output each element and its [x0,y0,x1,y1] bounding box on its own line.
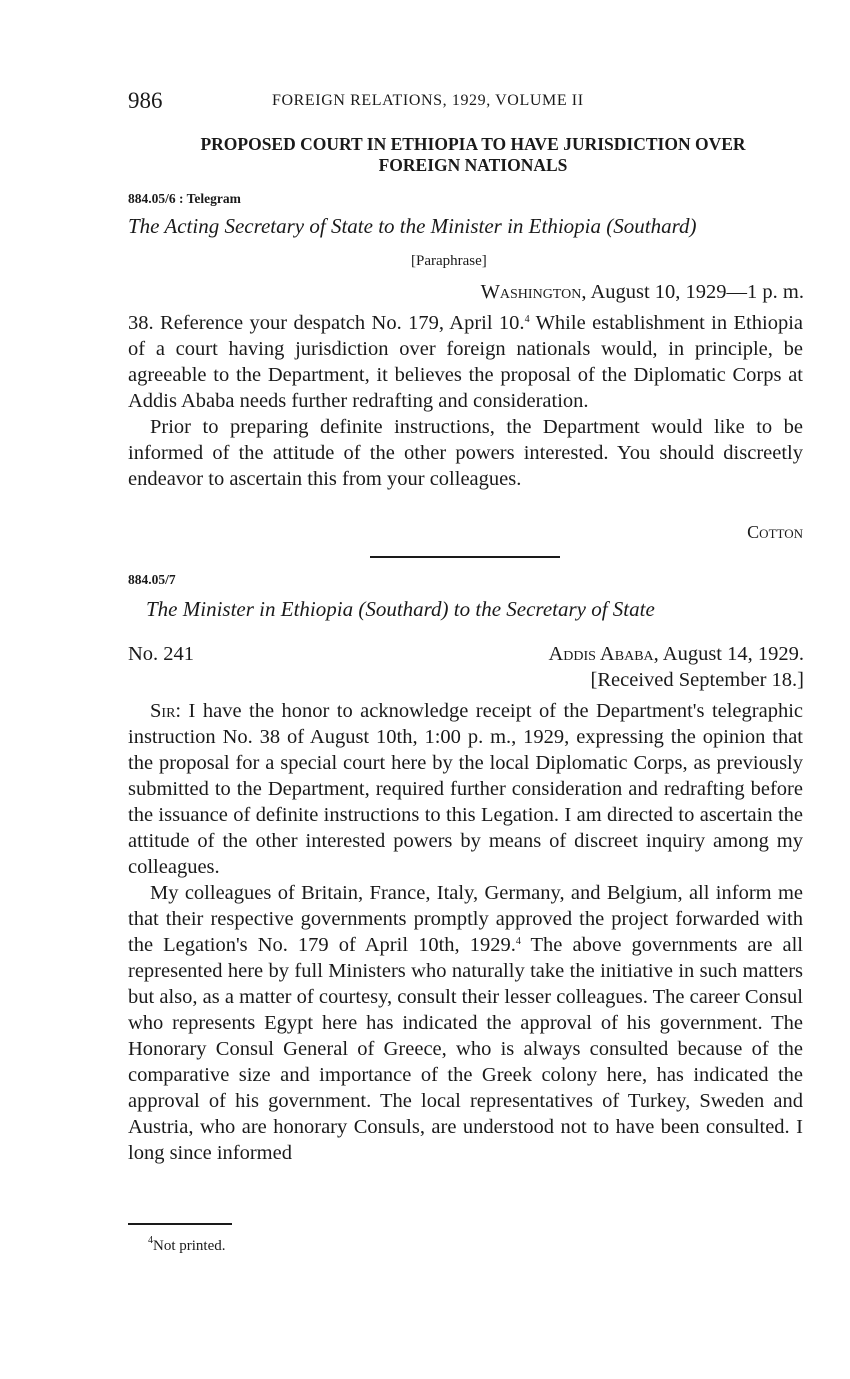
document-heading-2: The Minister in Ethiopia (Southard) to the Secretary of State [146,597,655,621]
telegram-body [128,310,803,492]
footnote-rule [128,1223,232,1225]
despatch-paragraph-2 [128,880,803,1166]
paragraph-text: : I have the honor to acknowledge receipt of the Department's telegraphic instruction No. 38 of August 10th, 1:00 p. m., 1929, expressing the opinion that the proposal for a special court here by the local Diplomatic Corps, as previously submitted to the Department, required further consideration and redrafting before the issuance of definite instructions to this Legation. I am directed to ascertain the attitude of the other interested powers by means of discreet inquiry among my colleagues. [128,700,803,878]
signature: Cotton [747,522,803,542]
received-note: [Received September 18.] [590,669,804,691]
section-title [128,134,818,176]
dateline-1 [481,281,804,304]
section-title-line-2: FOREIGN NATIONALS [378,155,568,175]
dateline-date: , August 10, 1929—1 p. m. [581,281,804,303]
footnote-reference: 4 [524,314,530,325]
paragraph-text: While establishment in Ethiopia of a court having jurisdiction over foreign nationals would, in principle, be agreeable to the Department, it believes the proposal of the Diplomatic Corps at Addis Ababa needs further redrafting and consideration. [128,312,803,412]
page-number: 986 [128,88,163,113]
dateline-place: Addis Ababa [548,643,654,665]
footnote-text: Not printed. [153,1238,226,1254]
running-head: FOREIGN RELATIONS, 1929, VOLUME II [272,92,584,109]
footnote-reference: 4 [515,936,521,947]
footnote [148,1235,226,1255]
paragraph-text: 38. Reference your despatch No. 179, April 10. [128,312,525,334]
despatch-body [128,698,803,1166]
paragraph-text: My colleagues of Britain, France, Italy, Germany, and Belgium, all inform me that their respective governments promptly approved the project forwarded with the Legation's No. 179 of April 10th, 1929. [128,882,803,956]
file-reference-1: 884.05/6 : Telegram [128,191,241,206]
dateline-date: , August 14, 1929. [653,643,804,665]
section-divider [370,556,560,558]
despatch-number: No. 241 [128,643,195,665]
salutation: Sir [150,700,176,722]
file-reference-2: 884.05/7 [128,572,176,587]
dateline-place: Washington [480,281,582,303]
dateline-2 [548,643,804,666]
despatch-paragraph-1 [128,698,803,880]
section-title-line-1: PROPOSED COURT IN ETHIOPIA TO HAVE JURISDICTION OVER [200,134,746,154]
telegram-paragraph-2: Prior to preparing definite instructions, the Department would like to be informed of the attitude of the other powers interested. You should discreetly endeavor to ascertain this from your colleagues. [128,416,803,490]
telegram-paragraph-1 [128,310,803,414]
paraphrase-label: [Paraphrase] [411,253,487,269]
document-heading-1: The Acting Secretary of State to the Minister in Ethiopia (Southard) [128,214,697,238]
footnote-mark: 4 [148,1235,153,1246]
paragraph-text: The above governments are all represented here by full Ministers who naturally take the initiative in such matters but also, as a matter of courtesy, consult their lesser colleagues. The career Consul who represents Egypt here has indicated the approval of his government. The Honorary Consul General of Greece, who is always consulted because of the comparative size and importance of the Greek colony here, has indicated the approval of his government. The local representatives of Turkey, Sweden and Austria, who are honorary Consuls, are understood not to have been consulted. I long since informed [128,934,803,1164]
